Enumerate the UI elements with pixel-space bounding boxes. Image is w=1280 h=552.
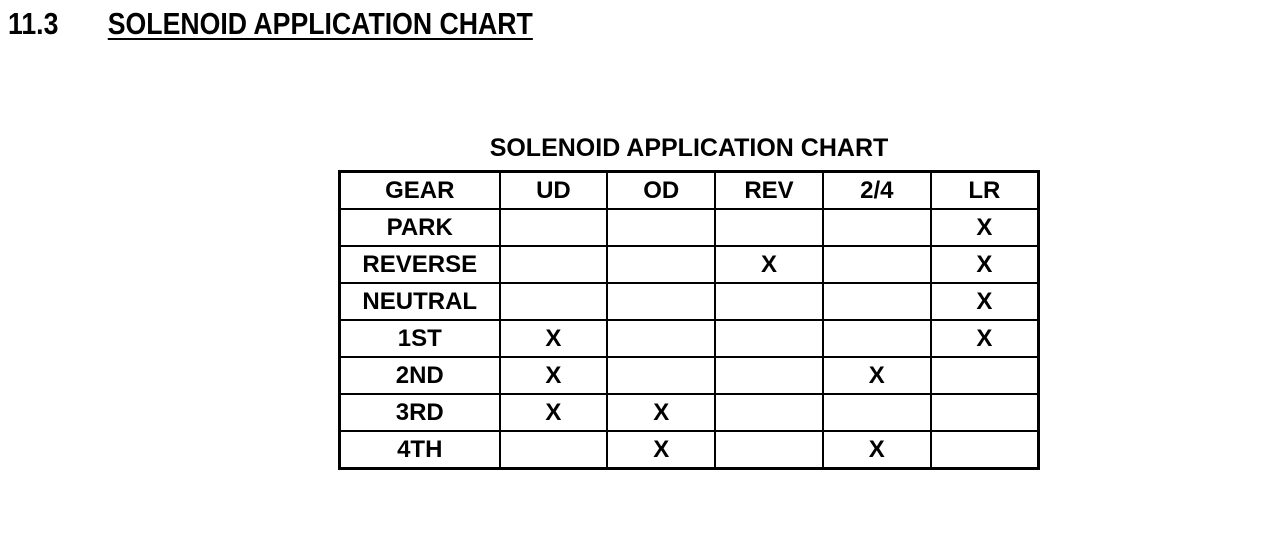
section-heading [8, 4, 533, 44]
solenoid-cell [823, 246, 931, 283]
table-row [340, 357, 1039, 394]
solenoid-cell [715, 283, 823, 320]
solenoid-cell: X [715, 246, 823, 283]
solenoid-cell [715, 320, 823, 357]
solenoid-cell: X [607, 431, 715, 469]
solenoid-cell [715, 431, 823, 469]
gear-cell: 4TH [340, 431, 500, 469]
solenoid-cell [823, 283, 931, 320]
gear-cell: 3RD [340, 394, 500, 431]
solenoid-cell [607, 209, 715, 246]
solenoid-cell [931, 431, 1039, 469]
solenoid-cell: X [931, 320, 1039, 357]
solenoid-cell [823, 320, 931, 357]
solenoid-cell [823, 394, 931, 431]
solenoid-cell: X [931, 246, 1039, 283]
solenoid-cell [607, 320, 715, 357]
solenoid-cell: X [500, 394, 608, 431]
header-2-4: 2/4 [823, 172, 931, 210]
solenoid-cell [607, 283, 715, 320]
solenoid-cell [500, 283, 608, 320]
section-number: 11.3 [8, 6, 59, 41]
solenoid-cell [500, 209, 608, 246]
solenoid-cell [823, 209, 931, 246]
chart-caption: SOLENOID APPLICATION CHART [489, 134, 889, 162]
header-od: OD [607, 172, 715, 210]
header-ud: UD [500, 172, 608, 210]
solenoid-cell [931, 394, 1039, 431]
table-row [340, 320, 1039, 357]
solenoid-cell [715, 394, 823, 431]
table-row [340, 246, 1039, 283]
solenoid-cell [715, 209, 823, 246]
header-gear: GEAR [340, 172, 500, 210]
gear-cell: 2ND [340, 357, 500, 394]
solenoid-cell: X [931, 209, 1039, 246]
solenoid-cell [500, 246, 608, 283]
solenoid-cell [500, 431, 608, 469]
solenoid-application-table [338, 170, 1040, 470]
table-row [340, 431, 1039, 469]
solenoid-cell [715, 357, 823, 394]
solenoid-cell: X [823, 431, 931, 469]
header-rev: REV [715, 172, 823, 210]
header-lr: LR [931, 172, 1039, 210]
table-row [340, 209, 1039, 246]
solenoid-cell: X [500, 320, 608, 357]
solenoid-cell: X [931, 283, 1039, 320]
gear-cell: PARK [340, 209, 500, 246]
solenoid-cell: X [500, 357, 608, 394]
table-row [340, 394, 1039, 431]
section-title: SOLENOID APPLICATION CHART [107, 6, 533, 41]
table-header-row [340, 172, 1039, 210]
solenoid-cell: X [823, 357, 931, 394]
solenoid-cell [607, 357, 715, 394]
solenoid-cell [607, 246, 715, 283]
gear-cell: REVERSE [340, 246, 500, 283]
gear-cell: NEUTRAL [340, 283, 500, 320]
solenoid-cell [931, 357, 1039, 394]
solenoid-cell: X [607, 394, 715, 431]
gear-cell: 1ST [340, 320, 500, 357]
table-row [340, 283, 1039, 320]
